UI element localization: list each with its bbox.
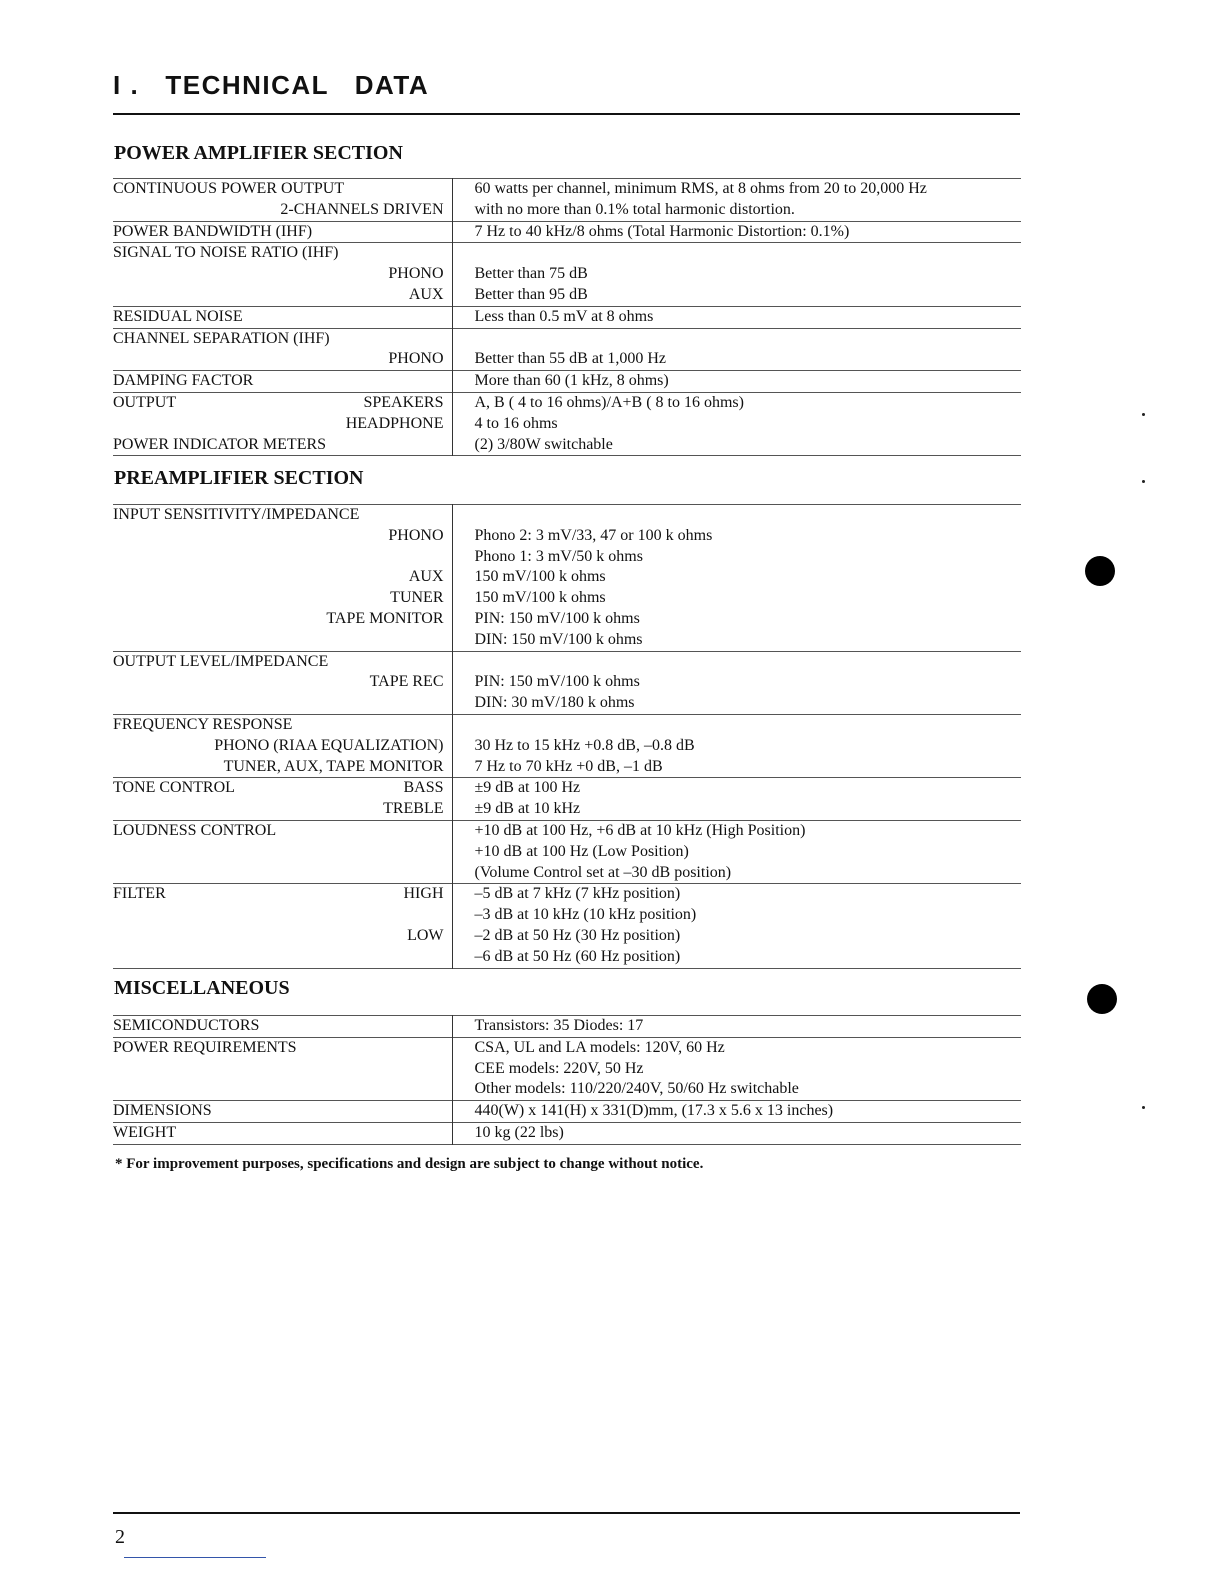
spec-sublabel: TAPE REC — [369, 673, 444, 691]
spec-sublabel: TAPE MONITOR — [326, 609, 444, 627]
spec-value: 150 mV/100 k ohms — [474, 589, 606, 607]
spec-value: 7 Hz to 70 kHz +0 dB, –1 dB — [474, 757, 663, 775]
spec-value: Better than 75 dB — [474, 265, 588, 283]
spec-label-line — [113, 547, 452, 568]
spec-label: FREQUENCY RESPONSE — [113, 715, 293, 733]
spec-label-cell — [113, 1037, 452, 1100]
spec-value: More than 60 (1 kHz, 8 ohms) — [474, 372, 669, 390]
spec-row — [113, 505, 1021, 652]
binder-hole — [1087, 984, 1117, 1014]
page-number-underline — [124, 1557, 266, 1558]
spec-label-cell — [113, 714, 452, 777]
section-heading-preamplifier: PREAMPLIFIER SECTION — [114, 467, 364, 489]
spec-label-line — [113, 329, 452, 350]
spec-sublabel: TUNER, AUX, TAPE MONITOR — [223, 757, 444, 775]
spec-label: INPUT SENSITIVITY/IMPEDANCE — [113, 506, 360, 523]
footer-divider — [113, 1512, 1020, 1514]
spec-label: OUTPUT LEVEL/IMPEDANCE — [113, 652, 329, 670]
spec-value-cell — [452, 371, 1021, 393]
spec-sublabel: PHONO — [388, 526, 444, 544]
spec-value-cell — [452, 328, 1021, 371]
spec-row — [113, 392, 1021, 455]
spec-label: RESIDUAL NOISE — [113, 307, 243, 325]
spec-value — [475, 652, 1022, 673]
spec-label-line — [113, 799, 452, 820]
spec-label: SEMICONDUCTORS — [113, 1017, 260, 1034]
spec-value-cell — [452, 778, 1021, 821]
spec-sublabel: LOW — [407, 926, 444, 944]
spec-label-line — [113, 179, 452, 200]
spec-label: CHANNEL SEPARATION (IHF) — [113, 329, 330, 347]
spec-value: 440(W) x 141(H) x 331(D)mm, (17.3 x 5.6 x 13 inches) — [474, 1102, 834, 1120]
spec-label-line — [113, 947, 452, 968]
spec-label-line — [113, 349, 452, 370]
spec-label-line — [113, 222, 452, 243]
spec-value — [475, 715, 1022, 736]
spec-value: DIN: 150 mV/100 k ohms — [474, 630, 643, 648]
miscellaneous-spec-table — [113, 1015, 1021, 1145]
spec-label-line — [113, 1079, 452, 1100]
spec-value: Other models: 110/220/240V, 50/60 Hz switchable — [474, 1080, 799, 1098]
spec-value: with no more than 0.1% total harmonic distortion. — [474, 200, 795, 218]
spec-row — [113, 221, 1021, 243]
spec-row — [113, 243, 1021, 306]
spec-row — [113, 1037, 1021, 1100]
spec-value: Better than 55 dB at 1,000 Hz — [474, 350, 667, 368]
spec-label: TONE CONTROL — [113, 779, 235, 797]
spec-label-cell — [113, 392, 452, 455]
spec-label-line — [113, 1038, 452, 1059]
spec-value-cell — [452, 820, 1021, 883]
spec-label-line — [113, 435, 452, 456]
spec-label-line — [113, 588, 452, 609]
spec-value: Less than 0.5 mV at 8 ohms — [474, 307, 654, 325]
spec-label: DAMPING FACTOR — [113, 372, 254, 390]
spec-label-line — [113, 905, 452, 926]
spec-label-line — [113, 652, 452, 673]
spec-label-line — [113, 1016, 452, 1037]
spec-value-cell — [452, 179, 1021, 222]
spec-value: 7 Hz to 40 kHz/8 ohms (Total Harmonic Distortion: 0.1%) — [474, 222, 850, 240]
power-amplifier-spec-table — [113, 178, 1021, 456]
spec-value: Transistors: 35 Diodes: 17 — [474, 1017, 644, 1034]
spec-label-cell — [113, 1101, 452, 1123]
spec-sublabel: AUX — [408, 285, 444, 303]
spec-label: CONTINUOUS POWER OUTPUT — [113, 180, 345, 197]
spec-sublabel: TUNER — [390, 589, 444, 607]
spec-row — [113, 179, 1021, 222]
preamplifier-spec-table — [113, 504, 1021, 969]
spec-value — [475, 505, 1022, 526]
spec-label-line — [113, 414, 452, 435]
scan-speck — [1142, 413, 1145, 416]
spec-label-line — [113, 884, 452, 905]
spec-label: POWER INDICATOR METERS — [113, 435, 327, 453]
spec-value: Phono 2: 3 mV/33, 47 or 100 k ohms — [474, 526, 713, 544]
spec-row — [113, 778, 1021, 821]
spec-label-line — [113, 863, 452, 884]
scan-speck — [1142, 480, 1145, 483]
spec-label: LOUDNESS CONTROL — [113, 821, 277, 839]
spec-sublabel: HIGH — [403, 885, 444, 903]
spec-label-cell — [113, 179, 452, 222]
spec-row — [113, 651, 1021, 714]
spec-label-cell — [113, 328, 452, 371]
spec-label: POWER BANDWIDTH (IHF) — [113, 222, 313, 240]
spec-label: POWER REQUIREMENTS — [113, 1038, 297, 1056]
binder-hole — [1085, 556, 1115, 586]
spec-row — [113, 1122, 1021, 1144]
section-heading-miscellaneous: MISCELLANEOUS — [114, 977, 290, 999]
spec-label-line — [113, 243, 452, 264]
spec-label-cell — [113, 778, 452, 821]
spec-row — [113, 820, 1021, 883]
spec-label-cell — [113, 651, 452, 714]
spec-value-cell — [452, 1122, 1021, 1144]
spec-label-line — [113, 672, 452, 693]
title-divider — [113, 113, 1020, 115]
spec-sublabel: AUX — [408, 568, 444, 586]
spec-label: WEIGHT — [113, 1123, 177, 1141]
spec-label-line — [113, 715, 452, 736]
spec-row — [113, 371, 1021, 393]
spec-sublabel: TREBLE — [383, 800, 444, 818]
spec-label-line — [113, 630, 452, 651]
spec-label-line — [113, 200, 452, 221]
spec-row — [113, 884, 1021, 968]
scan-speck — [1142, 1106, 1145, 1109]
spec-value: DIN: 30 mV/180 k ohms — [474, 694, 635, 712]
spec-value-cell — [452, 221, 1021, 243]
spec-value: 4 to 16 ohms — [474, 414, 558, 432]
spec-value-cell — [452, 884, 1021, 968]
spec-value: 30 Hz to 15 kHz +0.8 dB, –0.8 dB — [474, 736, 695, 754]
spec-value: PIN: 150 mV/100 k ohms — [474, 609, 640, 627]
spec-label-line — [113, 393, 452, 414]
spec-label-cell — [113, 505, 452, 652]
spec-row — [113, 714, 1021, 777]
spec-value-cell — [452, 651, 1021, 714]
spec-value: +10 dB at 100 Hz, +6 dB at 10 kHz (High Position) — [474, 821, 806, 839]
spec-sublabel: PHONO — [388, 265, 444, 283]
spec-value-cell — [452, 505, 1021, 652]
spec-label: DIMENSIONS — [113, 1102, 212, 1120]
spec-value: ±9 dB at 100 Hz — [474, 779, 581, 797]
spec-value: Better than 95 dB — [474, 285, 588, 303]
spec-value: 10 kg (22 lbs) — [474, 1123, 564, 1141]
spec-label-line — [113, 264, 452, 285]
spec-sublabel: HEADPHONE — [345, 414, 444, 432]
spec-label-line — [113, 926, 452, 947]
spec-label-line — [113, 567, 452, 588]
spec-row — [113, 1101, 1021, 1123]
spec-label-cell — [113, 371, 452, 393]
spec-value: +10 dB at 100 Hz (Low Position) — [474, 842, 689, 860]
spec-value: (2) 3/80W switchable — [474, 435, 613, 453]
spec-label-line — [113, 285, 452, 306]
spec-label-line — [113, 1123, 452, 1144]
spec-value: ±9 dB at 10 kHz — [474, 800, 581, 818]
section-heading-power-amplifier: POWER AMPLIFIER SECTION — [114, 142, 403, 164]
footnote: * For improvement purposes, specifications and design are subject to change without notice. — [115, 1156, 704, 1172]
spec-label: FILTER — [113, 885, 166, 903]
spec-label-cell — [113, 221, 452, 243]
spec-label-line — [113, 1059, 452, 1080]
spec-value: A, B ( 4 to 16 ohms)/A+B ( 8 to 16 ohms) — [474, 393, 744, 411]
spec-row — [113, 328, 1021, 371]
spec-label-cell — [113, 820, 452, 883]
spec-row — [113, 306, 1021, 328]
spec-value: –6 dB at 50 Hz (60 Hz position) — [474, 947, 681, 965]
spec-sublabel: SPEAKERS — [363, 393, 444, 411]
spec-value-cell — [452, 306, 1021, 328]
spec-value: 60 watts per channel, minimum RMS, at 8 ohms from 20 to 20,000 Hz — [474, 180, 927, 197]
spec-label-line — [113, 778, 452, 799]
spec-label-line — [113, 757, 452, 778]
spec-value: –5 dB at 7 kHz (7 kHz position) — [474, 885, 681, 903]
spec-sublabel: PHONO (RIAA EQUALIZATION) — [214, 736, 444, 754]
spec-label-line — [113, 505, 452, 526]
spec-label-line — [113, 821, 452, 842]
spec-value — [475, 243, 1022, 264]
spec-label-line — [113, 693, 452, 714]
spec-row — [113, 1016, 1021, 1038]
spec-label-cell — [113, 884, 452, 968]
spec-label-cell — [113, 1016, 452, 1038]
spec-value-cell — [452, 1037, 1021, 1100]
spec-label-cell — [113, 306, 452, 328]
spec-label-line — [113, 1101, 452, 1122]
spec-label-cell — [113, 1122, 452, 1144]
spec-value: PIN: 150 mV/100 k ohms — [474, 673, 640, 691]
spec-label-line — [113, 609, 452, 630]
spec-label-cell — [113, 243, 452, 306]
spec-sublabel: 2-CHANNELS DRIVEN — [280, 200, 444, 218]
spec-value-cell — [452, 243, 1021, 306]
spec-label: SIGNAL TO NOISE RATIO (IHF) — [113, 244, 339, 262]
spec-value: –2 dB at 50 Hz (30 Hz position) — [474, 926, 681, 944]
spec-sublabel: BASS — [403, 779, 444, 797]
spec-value: CSA, UL and LA models: 120V, 60 Hz — [474, 1038, 725, 1056]
spec-value-cell — [452, 1101, 1021, 1123]
spec-value: –3 dB at 10 kHz (10 kHz position) — [474, 906, 697, 924]
page-title: I . TECHNICAL DATA — [113, 70, 430, 100]
spec-value-cell — [452, 1016, 1021, 1038]
spec-sublabel: PHONO — [388, 350, 444, 368]
spec-value-cell — [452, 714, 1021, 777]
spec-value: Phono 1: 3 mV/50 k ohms — [474, 547, 643, 565]
spec-label-line — [113, 526, 452, 547]
spec-label-line — [113, 371, 452, 392]
spec-value — [475, 329, 1022, 350]
spec-label: OUTPUT — [113, 393, 177, 411]
spec-value-cell — [452, 392, 1021, 455]
spec-label-line — [113, 736, 452, 757]
spec-value: (Volume Control set at –30 dB position) — [474, 863, 732, 881]
spec-label-line — [113, 842, 452, 863]
page-number: 2 — [115, 1526, 125, 1548]
spec-value: CEE models: 220V, 50 Hz — [474, 1059, 644, 1077]
spec-value: 150 mV/100 k ohms — [474, 568, 606, 586]
spec-label-line — [113, 307, 452, 328]
